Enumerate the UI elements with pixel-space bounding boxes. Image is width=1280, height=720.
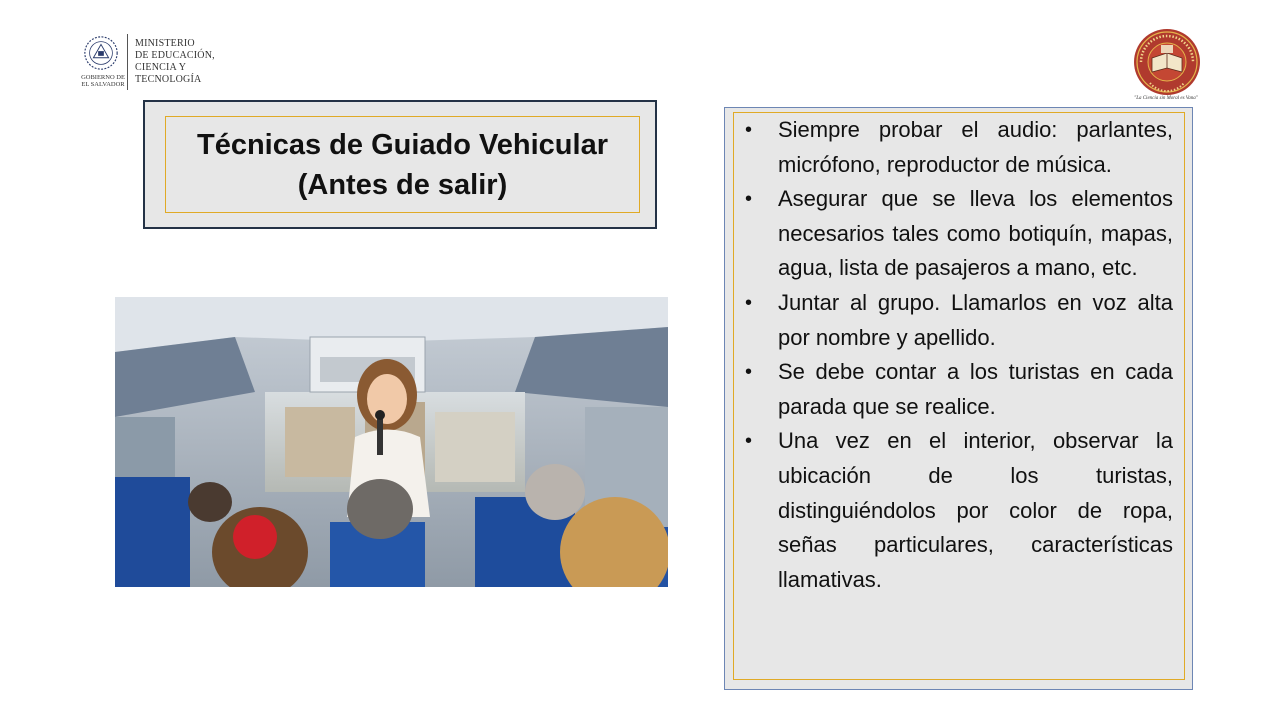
bullet-item: • Siempre probar el audio: parlantes, micrófono, reproductor de música. [745,113,1173,182]
slide-title [197,125,608,205]
logo-divider [127,34,128,90]
bullet-list [745,113,1173,597]
university-seal-icon [1128,28,1204,96]
bullet-item: • Asegurar que se lleva los elementos necesarios tales como botiquín, mapas, agua, lista de pasajeros a mano, etc. [745,182,1173,286]
government-caption: GOBIERNO DE EL SALVADOR [81,74,125,88]
bullet-item: • Se debe contar a los turistas en cada parada que se realice. [745,355,1173,424]
bus-interior-illustration [115,297,668,587]
bullet-item: • Juntar al grupo. Llamarlos en voz alta por nombre y apellido. [745,286,1173,355]
ministry-line: DE EDUCACIÓN, [135,50,215,61]
el-salvador-seal-icon [82,34,120,72]
title-line-2: (Antes de salir) [297,168,508,201]
bullet-item: • Una vez en el interior, observar la ubicación de los turistas, distinguiéndolos por color de ropa, señas particulares, características llamativas. [745,424,1173,597]
university-logo [1128,28,1204,108]
ministry-line: MINISTERIO [135,38,195,49]
tour-guide-bus-photo [115,297,668,587]
ministry-logo [78,34,228,94]
ministry-line: TECNOLOGÍA [135,74,202,85]
ministry-line: CIENCIA Y [135,62,187,73]
ministry-name [135,38,230,86]
title-inner-frame [165,116,640,213]
university-motto: "La Ciencia sin Moral es Vana" [1134,96,1198,101]
title-line-1: Técnicas de Guiado Vehicular [197,128,608,161]
